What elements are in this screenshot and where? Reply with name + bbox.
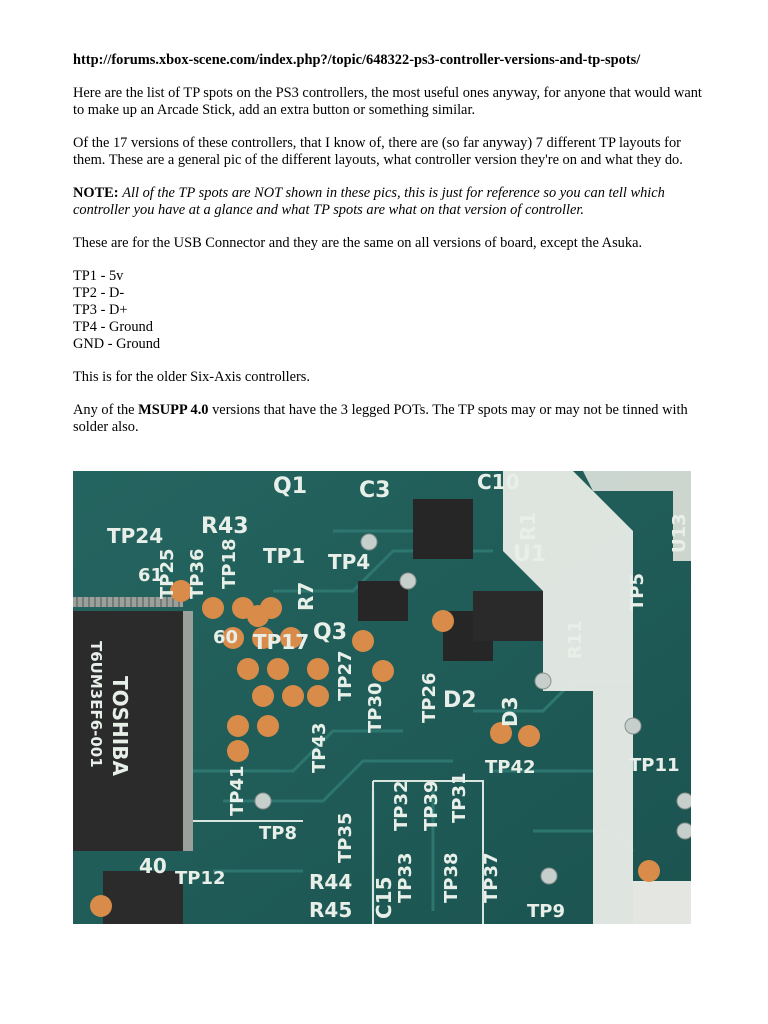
silkscreen-label: TP38: [441, 852, 462, 903]
silkscreen-label: TP25: [157, 548, 178, 599]
silkscreen-label: TP9: [527, 901, 565, 922]
source-url[interactable]: http://forums.xbox-scene.com/index.php?/topic/648322-ps3-controller-versions-and-tp-spots/: [73, 52, 641, 68]
solder-pad: [252, 685, 274, 707]
silkscreen-label: TP37: [481, 852, 502, 903]
silkscreen-label: 40: [139, 854, 167, 878]
silkscreen-label: TP17: [253, 630, 310, 654]
solder-pad: [202, 597, 224, 619]
sixaxis-paragraph: This is for the older Six-Axis controllers.: [73, 369, 311, 385]
silkscreen-label: U13: [669, 513, 690, 553]
silkscreen-label: U1: [513, 542, 547, 567]
solder-pad: [227, 715, 249, 737]
silkscreen-label: TP43: [309, 722, 330, 773]
intro-paragraph: Here are the list of TP spots on the PS3 controllers, the most useful ones anyway, for anyone that would want to make up an Arcade Stick, add an extra button or something similar.: [73, 85, 702, 118]
silkscreen-label: TP36: [187, 548, 208, 599]
silkscreen-label: R11: [565, 620, 586, 659]
solder-pad: [638, 860, 660, 882]
via: [255, 793, 271, 809]
msupp-version: MSUPP 4.0: [138, 402, 209, 418]
note-paragraph: [73, 185, 713, 219]
silkscreen-label: TP26: [419, 672, 440, 723]
msupp-paragraph: [73, 402, 713, 436]
chip-marking: T6UM3EF6-001: [87, 641, 105, 768]
solder-pad: [282, 685, 304, 707]
silkscreen-label: TP31: [449, 772, 470, 823]
solder-pad: [90, 895, 112, 917]
silkscreen-label: R45: [309, 898, 353, 922]
via: [677, 823, 691, 839]
solder-pad: [372, 660, 394, 682]
solder-pad: [518, 725, 540, 747]
versions-paragraph: Of the 17 versions of these controllers, that I know of, there are (so far anyway) 7 different TP layouts for them. These are a general pic of the different layouts, what controller version they're on and what they do.: [73, 135, 683, 168]
silkscreen-label: TP41: [227, 765, 248, 816]
silkscreen-label: 60: [213, 627, 239, 648]
silkscreen-label: TP5: [627, 573, 648, 611]
pcb-photo-drawing: [73, 471, 691, 924]
silkscreen-label: R7: [294, 581, 318, 611]
silkscreen-label: R1: [516, 511, 540, 541]
silkscreen-label: Q1: [273, 474, 308, 499]
chip-marking: TOSHIBA: [108, 676, 132, 776]
via: [541, 868, 557, 884]
silkscreen-label: TP35: [335, 812, 356, 863]
solder-pad: [432, 610, 454, 632]
via: [625, 718, 641, 734]
silkscreen-label: TP12: [175, 868, 226, 889]
silkscreen-label: C15: [372, 876, 396, 919]
tp-list-item: TP4 - Ground: [73, 319, 153, 335]
tp-list: [73, 268, 713, 353]
silkscreen-label: TP4: [328, 550, 371, 574]
silkscreen-label: TP8: [259, 823, 297, 844]
msupp-pre: Any of the: [73, 402, 139, 418]
note-label: NOTE:: [73, 185, 119, 201]
silkscreen-label: TP32: [391, 780, 412, 831]
silkscreen-label: TP33: [395, 852, 416, 903]
solder-pad: [237, 658, 259, 680]
pcb-photo: [73, 471, 691, 924]
silkscreen-label: TP27: [335, 650, 356, 701]
solder-pad: [247, 605, 269, 627]
solder-pad: [307, 685, 329, 707]
silkscreen-label: TP42: [485, 757, 536, 778]
via: [400, 573, 416, 589]
note-text: All of the TP spots are NOT shown in these pics, this is just for reference so you can tell which controller you have at a glance and what TP spots are what on that version of controller.: [73, 185, 665, 218]
silkscreen-label: TP24: [107, 524, 164, 548]
silkscreen-label: D3: [498, 696, 522, 727]
silkscreen-label: R43: [201, 514, 249, 539]
tp-list-item: GND - Ground: [73, 336, 161, 352]
msupp-post: versions that have the 3 legged POTs. The TP spots may or may not be tinned with solder also.: [73, 402, 688, 435]
tp-list-item: TP2 - D-: [73, 285, 125, 301]
solder-pad: [267, 658, 289, 680]
silkscreen-label: Q3: [313, 620, 348, 645]
solder-pad: [227, 740, 249, 762]
solder-pad: [352, 630, 374, 652]
tp-list-item: TP3 - D+: [73, 302, 128, 318]
via: [535, 673, 551, 689]
via: [677, 793, 691, 809]
silkscreen-label: TP1: [263, 544, 306, 568]
tp-list-item: TP1 - 5v: [73, 268, 124, 284]
silkscreen-label: TP39: [421, 780, 442, 831]
silkscreen-label: C10: [477, 471, 520, 494]
silkscreen-label: R44: [309, 870, 353, 894]
silkscreen-label: C3: [359, 478, 391, 503]
silkscreen-label: TP11: [629, 755, 680, 776]
silkscreen-label: D2: [443, 688, 477, 713]
document-body: [73, 52, 713, 452]
usb-paragraph: These are for the USB Connector and they are the same on all versions of board, except the Asuka.: [73, 235, 643, 251]
solder-pad: [257, 715, 279, 737]
via: [361, 534, 377, 550]
silkscreen-label: 61: [138, 565, 164, 586]
silkscreen-label: TP30: [365, 682, 386, 733]
silkscreen-label: TP18: [219, 538, 240, 589]
solder-pad: [307, 658, 329, 680]
